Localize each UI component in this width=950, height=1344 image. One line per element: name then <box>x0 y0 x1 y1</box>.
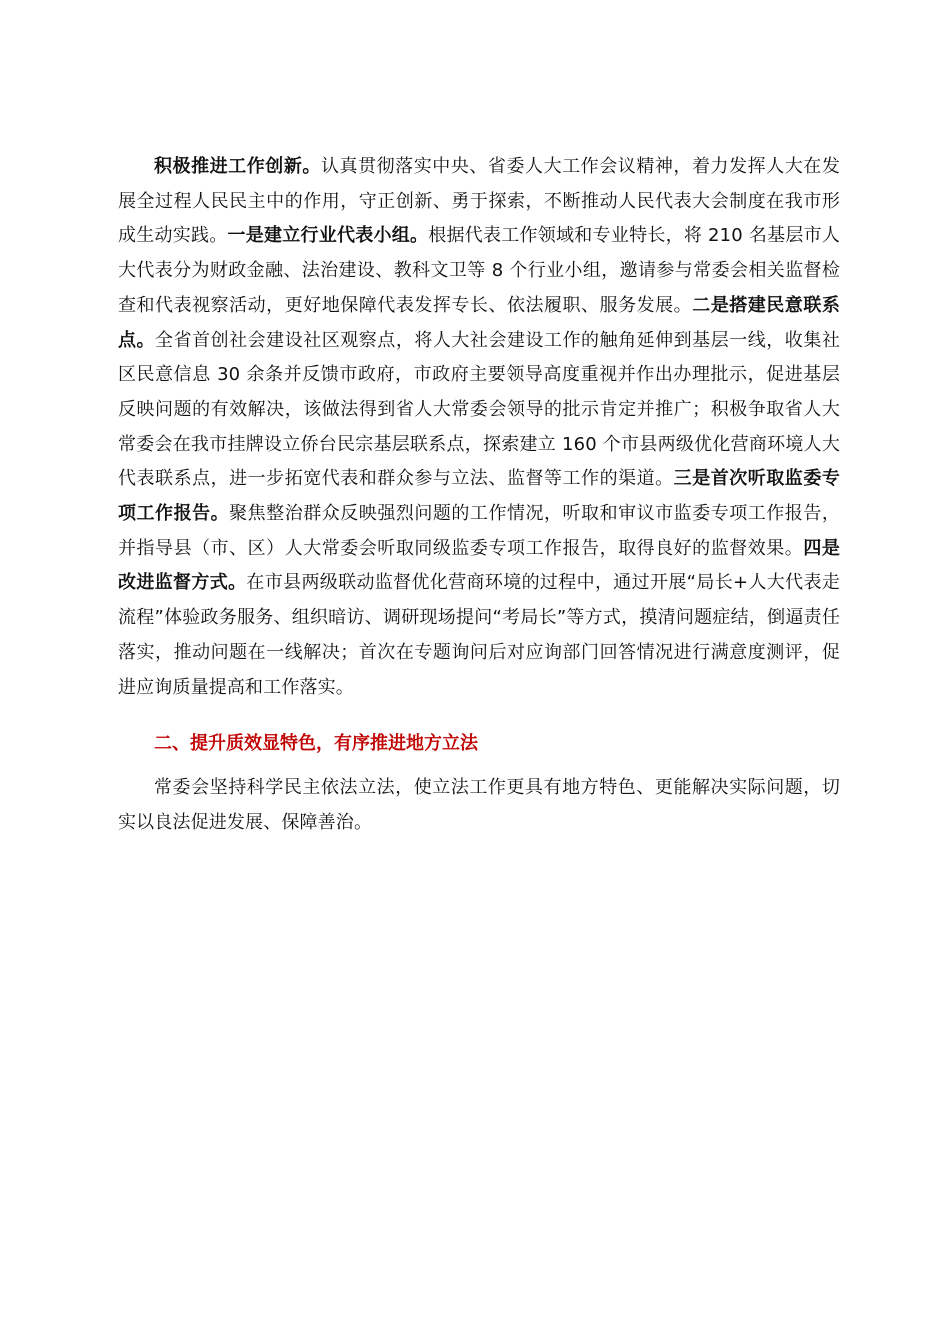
paragraph-text: 全省首创社会建设社区观察点，将人大社会建设工作的触角延伸到基层一线，收集社区民意信息 30 余条并反馈市政府，市政府主要领导高度重视并作出办理批示，促进基层反映问题的有效解决，该做法得到省人大常委会领导的批示肯定并推广；积极争取省人大常委会在我市挂牌设立侨台民宗基层联系点，探索建立 160 个市县两级优化营商环境人大代表联系点，进一步拓宽代表和群众参与立法、监督等工作的渠道。 <box>118 329 840 490</box>
paragraph-text: 聚焦整治群众反映强烈问题的工作情况，听取和审议市监委专项工作报告，并指导县（市、区）人大常委会听取同级监委专项工作报告，取得良好的监督效果。 <box>118 503 840 559</box>
section-heading: 二、提升质效显特色，有序推进地方立法 <box>154 733 478 755</box>
point-three-title: 三是首次听取监委专项工作报告。 <box>118 468 840 525</box>
body-paragraph-2: 常委会坚持科学民主依法立法，使立法工作更具有地方特色、更能解决实际问题，切实以良法促进发展、保障善治。 <box>118 776 840 833</box>
point-two-title: 二是搭建民意联系点。 <box>118 294 840 351</box>
paragraph-text: 在市县两级联动监督优化营商环境的过程中，通过开展“局长+人大代表走流程”体验政务服务、组织暗访、调研现场提问“考局长”等方式，摸清问题症结，倒逼责任落实，推动问题在一线解决；首次在专题询问后对应询部门回答情况进行满意度测评，促进应询质量提高和工作落实。 <box>118 572 840 698</box>
paragraph-text: 根据代表工作领域和专业特长，将 210 名基层市人大代表分为财政金融、法治建设、教科文卫等 8 个行业小组，邀请参与常委会相关监督检查和代表视察活动，更好地保障代表发挥专长、依法履职、服务发展。 <box>118 225 840 316</box>
document-page <box>118 150 840 840</box>
body-paragraph <box>118 150 840 705</box>
paragraph-text: 认真贯彻落实中央、省委人大工作会议精神，着力发挥人大在发展全过程人民民主中的作用，守正创新、勇于探索，不断推动人民代表大会制度在我市形成生动实践。 <box>118 156 840 247</box>
paragraph-lead: 积极推进工作创新。 <box>154 156 321 177</box>
point-four-title: 四是改进监督方式。 <box>118 537 841 594</box>
point-one-title: 一是建立行业代表小组。 <box>227 225 429 247</box>
